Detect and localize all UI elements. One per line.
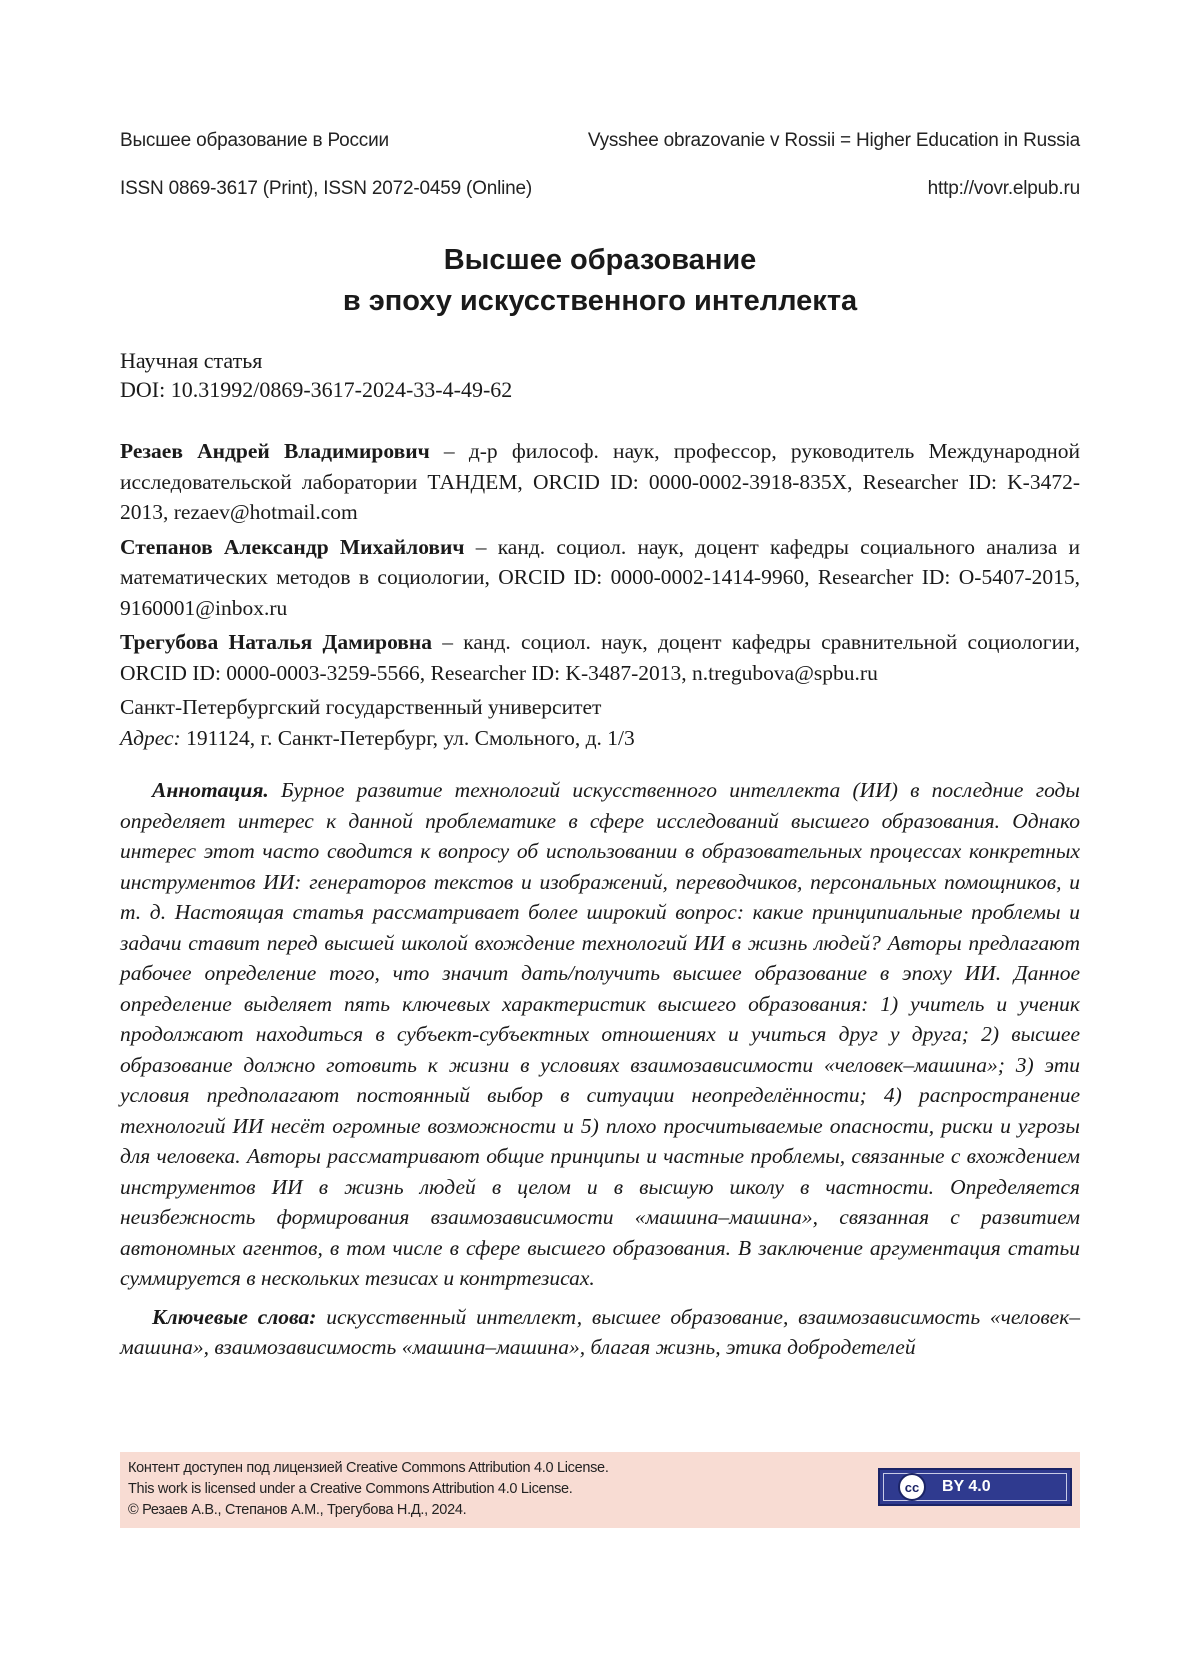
affiliation: Санкт-Петербургский государственный университет <box>120 695 602 719</box>
author-name: Резаев Андрей Владимирович <box>120 439 430 463</box>
doi[interactable]: DOI: 10.31992/0869-3617-2024-33-4-49-62 <box>120 377 513 402</box>
author-details: – д-р философ. наук, профессор, руководитель Международной исследовательской лаборатории ТАНДЕМ, ORCID ID: 0000-0002-3918-835X, Researcher ID: K-3472-2013, rezaev@hotmail.com <box>120 439 1081 524</box>
abstract-paragraph <box>120 775 1080 1294</box>
address-value: 191124, г. Санкт-Петербург, ул. Смольного, д. 1/3 <box>180 725 635 750</box>
cc-by-badge[interactable] <box>878 1468 1072 1506</box>
author-entry <box>120 627 1080 688</box>
issn-text: ISSN 0869-3617 (Print), ISSN 2072-0459 (Online) <box>120 178 532 199</box>
keywords-text: искусственный интеллект, высшее образование, взаимозависимость «человек–машина», взаимозависимость «машина–машина», благая жизнь, этика добродетелей <box>120 1304 1080 1359</box>
journal-url[interactable]: http://vovr.elpub.ru <box>927 178 1080 199</box>
address <box>120 723 1080 754</box>
license-line-ru: Контент доступен под лицензией Creative Commons Attribution 4.0 License. <box>128 1460 609 1476</box>
license-line-en: This work is licensed under a Creative Commons Attribution 4.0 License. <box>128 1481 573 1497</box>
running-header <box>120 130 1080 152</box>
abstract-text: Бурное развитие технологий искусственного интеллекта (ИИ) в последние годы определяет интерес к данной проблематике в сфере исследований высшего образования. Однако интерес этот часто сводится к вопросу об использовании в образовательных процессах конкретных инструментов ИИ: генераторов текстов и изображений, переводчиков, персональных помощников, и т. д. Настоящая статья рассматривает более широкий вопрос: какие принципиальные проблемы и задачи ставит перед высшей школой вхождение технологий ИИ в жизнь людей? Авторы предлагают рабочее определение того, что значит дать/получить высшее образование в эпоху ИИ. Данное определение выделяет пять ключевых характеристик высшего образования: 1) учитель и ученик продолжают находиться в субъект-субъектных отношениях и учиться друг у друга; 2) высшее образование должно готовить к жизни в условиях взаимозависимости «человек–машина»; 3) эти условия предполагают постоянный выбор в ситуации неопределённости; 4) распространение технологий ИИ несёт огромные возможности и 5) плохо просчитываемые опасности, риски и угрозы для человека. Авторы рассматривают общие принципы и частные проблемы, связанные с вхождением инструментов ИИ в жизнь людей в целом и в высшую школу в частности. Определяется неизбежность формирования взаимозависимости «машина–машина», связанная с развитием автономных агентов, в том числе в сфере высшего образования. В заключение аргументация статьи суммируется в нескольких тезисах и контртезисах. <box>120 778 1080 1290</box>
journal-title-en: Vysshee obrazovanie v Rossii = Higher Education in Russia <box>587 130 1080 151</box>
author-name: Степанов Александр Михайлович <box>120 534 465 559</box>
abstract-block <box>120 775 1080 1371</box>
author-details: – канд. социол. наук, доцент кафедры социального анализа и математических методов в социологии, ORCID ID: 0000-0002-1414-9960, Researcher ID: O-5407-2015, 9160001@inbox.ru <box>120 534 1080 620</box>
license-box <box>120 1452 1080 1528</box>
title-line-2: в эпоху искусственного интеллекта <box>342 285 858 317</box>
keywords-label: Ключевые слова: <box>152 1304 317 1329</box>
author-entry <box>120 532 1080 624</box>
author-entry <box>120 436 1080 528</box>
copyright-line: © Резаев А.В., Степанов А.М., Трегубова Н.Д., 2024. <box>128 1502 467 1518</box>
license-text <box>128 1458 609 1521</box>
address-label: Адрес: <box>120 725 181 750</box>
authors-block <box>120 436 1080 753</box>
article-title <box>120 240 1080 322</box>
article-type: Научная статья <box>120 348 263 373</box>
cc-badge-label: BY 4.0 <box>942 1478 991 1495</box>
author-name: Трегубова Наталья Дамировна <box>120 630 433 654</box>
journal-title-ru: Высшее образование в России <box>120 130 389 151</box>
cc-icon: cc <box>898 1473 926 1501</box>
abstract-label: Аннотация. <box>152 778 269 802</box>
author-details: – канд. социол. наук, доцент кафедры сравнительной социологии, ORCID ID: 0000-0003-3259-5566, Researcher ID: K-3487-2013, n.tregubova@spbu.ru <box>120 630 1081 685</box>
issn-header <box>120 178 1080 200</box>
keywords-paragraph <box>120 1302 1080 1363</box>
title-line-1: Высшее образование <box>443 244 757 276</box>
